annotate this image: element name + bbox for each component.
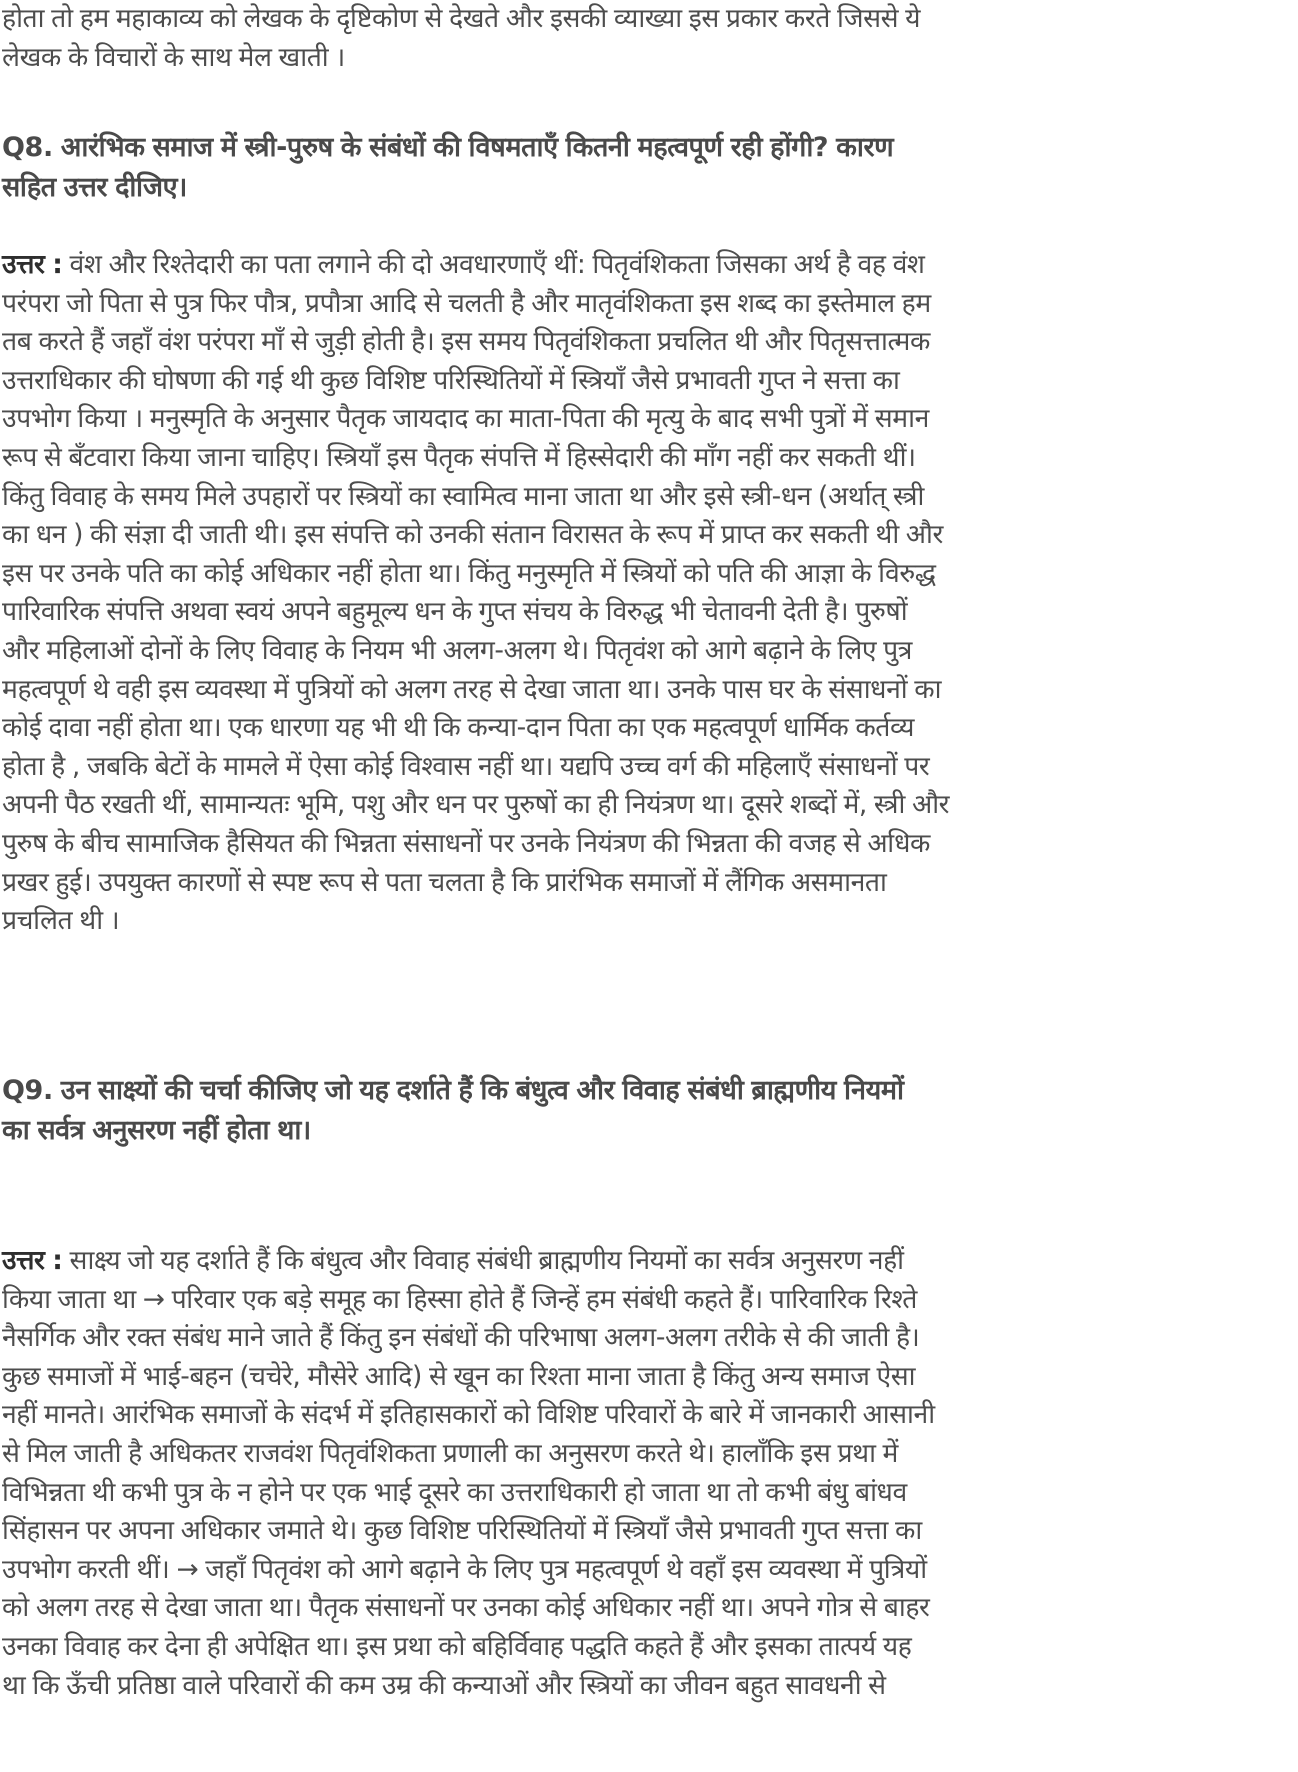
answer-label: उत्तर : (2, 249, 63, 280)
answer-line: सिंहासन पर अपना अधिकार जमाते थे। कुछ विशिष्ट परिस्थितियों में स्त्रियाँ जैसे प्रभावती गुप्त सत्ता का (2, 1515, 922, 1547)
answer-line: रूप से बँटवारा किया जाना चाहिए। स्त्रियाँ इस पैतृक संपत्ति में हिस्सेदारी की माँग नहीं कर सकती थीं। (2, 441, 916, 473)
answer-line (2, 246, 949, 285)
answer-label: उत्तर : (2, 1245, 63, 1276)
answer-line: का धन ) की संज्ञा दी जाती थी। इस संपत्ति को उनकी संतान विरासत के रूप में प्राप्त कर सकती थी और (2, 519, 943, 551)
answer-line: था कि ऊँची प्रतिष्ठा वाले परिवारों की कम उम्र की कन्याओं और स्त्रियों का जीवन बहुत सावधनी से (2, 1669, 886, 1701)
answer-line: प्रचलित थी । (2, 905, 120, 937)
answer-line: इस पर उनके पति का कोई अधिकार नहीं होता था। किंतु मनुस्मृति में स्त्रियों को पति की आज्ञा के विरुद्ध (2, 557, 936, 589)
answer-text: साक्ष्य जो यह दर्शाते हैं कि बंधुत्व और विवाह संबंधी ब्राह्मणीय नियमों का सर्वत्र अनुसरण नहीं (62, 1245, 904, 1276)
answer-q9-paragraph (2, 1242, 935, 1705)
answer-line: किया जाता था → परिवार एक बड़े समूह का हिस्सा होते हैं जिन्हें हम संबंधी कहते हैं। पारिवारिक रिश्ते (2, 1283, 917, 1315)
intro-line: होता तो हम महाकाव्य को लेखक के दृष्टिकोण से देखते और इसकी व्याख्या इस प्रकार करते जिससे ये (2, 3, 921, 34)
answer-line: पुरुष के बीच सामाजिक हैसियत की भिन्नता संसाधनों पर उनके नियंत्रण की भिन्नता की वजह से अधिक (2, 827, 930, 859)
intro-line: लेखक के विचारों के साथ मेल खाती । (2, 41, 345, 73)
answer-line: उत्तराधिकार की घोषणा की गई थी कुछ विशिष्ट परिस्थितियों में स्त्रियाँ जैसे प्रभावती गुप्त ने सत्ता का (2, 364, 900, 396)
answer-line: उपभोग करती थीं। → जहाँ पितृवंश को आगे बढ़ाने के लिए पुत्र महत्वपूर्ण थे वहाँ इस व्यवस्था में पुत्रियों (2, 1553, 927, 1585)
question-line: सहित उत्तर दीजिए। (2, 172, 187, 203)
answer-line: नहीं मानते। आरंभिक समाजों के संदर्भ में इतिहासकारों को विशिष्ट परिवारों के बारे में जानकारी आसानी (2, 1399, 935, 1431)
answer-line (2, 1242, 935, 1281)
answer-line: तब करते हैं जहाँ वंश परंपरा माँ से जुड़ी होती है। इस समय पितृवंशिकता प्रचलित थी और पितृसत्तात्मक (2, 326, 930, 358)
answer-line: प्रखर हुई। उपयुक्त कारणों से स्पष्ट रूप से पता चलता है कि प्रारंभिक समाजों में लैंगिक असमानता (2, 866, 887, 898)
answer-line: नैसर्गिक और रक्त संबंध माने जाते हैं किंतु इन संबंधों की परिभाषा अलग-अलग तरीके से की जाती है। (2, 1322, 920, 1354)
answer-line: कोई दावा नहीं होता था। एक धारणा यह भी थी कि कन्या-दान पिता का एक महत्वपूर्ण धार्मिक कर्तव्य (2, 712, 915, 744)
answer-line: से मिल जाती है अधिकतर राजवंश पितृवंशिकता प्रणाली का अनुसरण करते थे। हालाँकि इस प्रथा में (2, 1437, 899, 1469)
answer-line: किंतु विवाह के समय मिले उपहारों पर स्त्रियों का स्वामित्व माना जाता था और इसे स्त्री-धन (अर्थात् स्त्री (2, 480, 924, 512)
answer-text: वंश और रिश्तेदारी का पता लगाने की दो अवधारणाएँ थीं: पितृवंशिकता जिसका अर्थ है वह वंश (62, 249, 925, 280)
answer-line: पारिवारिक संपत्ति अथवा स्वयं अपने बहुमूल्य धन के गुप्त संचय के विरुद्ध भी चेतावनी देती है। पुरुषों (2, 596, 908, 628)
answer-line: होता है , जबकि बेटों के मामले में ऐसा कोई विश्वास नहीं था। यद्यपि उच्च वर्ग की महिलाएँ संसाधनों पर (2, 750, 930, 782)
answer-line: अपनी पैठ रखती थीं, सामान्यतः भूमि, पशु और धन पर पुरुषों का ही नियंत्रण था। दूसरे शब्दों में, स्त्री और (2, 789, 950, 821)
answer-line: परंपरा जो पिता से पुत्र फिर पौत्र, प्रपौत्रा आदि से चलती है और मातृवंशिकता इस शब्द का इस्तेमाल हम (2, 287, 931, 319)
answer-line: महत्वपूर्ण थे वही इस व्यवस्था में पुत्रियों को अलग तरह से देखा जाता था। उनके पास घर के संसाधनों का (2, 673, 942, 705)
answer-line: उनका विवाह कर देना ही अपेक्षित था। इस प्रथा को बहिर्विवाह पद्धति कहते हैं और इसका तात्पर्य यह (2, 1630, 912, 1662)
answer-line: और महिलाओं दोनों के लिए विवाह के नियम भी अलग-अलग थे। पितृवंश को आगे बढ़ाने के लिए पुत्र (2, 634, 913, 666)
answer-line: उपभोग किया । मनुस्मृति के अनुसार पैतृक जायदाद का माता-पिता की मृत्यु के बाद सभी पुत्रों में समान (2, 403, 929, 435)
answer-line: कुछ समाजों में भाई-बहन (चचेरे, मौसेरे आदि) से खून का रिश्ता माना जाता है किंतु अन्य समाज ऐसा (2, 1360, 916, 1392)
answer-q8-paragraph (2, 246, 949, 941)
question-line: Q8. आरंभिक समाज में स्त्री-पुरुष के संबंधों की विषमताएँ कितनी महत्वपूर्ण रही होंगी? कारण (2, 132, 894, 163)
question-q8-heading (2, 128, 893, 208)
answer-line: को अलग तरह से देखा जाता था। पैतृक संसाधनों पर उनका कोई अधिकार नहीं था। अपने गोत्र से बाहर (2, 1592, 930, 1624)
intro-paragraph (2, 0, 920, 77)
answer-line: विभिन्नता थी कभी पुत्र के न होने पर एक भाई दूसरे का उत्तराधिकारी हो जाता था तो कभी बंधु बांधव (2, 1476, 907, 1508)
question-line: Q9. उन साक्ष्यों की चर्चा कीजिए जो यह दर्शाते हैं कि बंधुत्व और विवाह संबंधी ब्राह्मणीय नियमों (2, 1075, 904, 1106)
question-line: का सर्वत्र अनुसरण नहीं होता था। (2, 1115, 311, 1146)
question-q9-heading (2, 1071, 904, 1151)
